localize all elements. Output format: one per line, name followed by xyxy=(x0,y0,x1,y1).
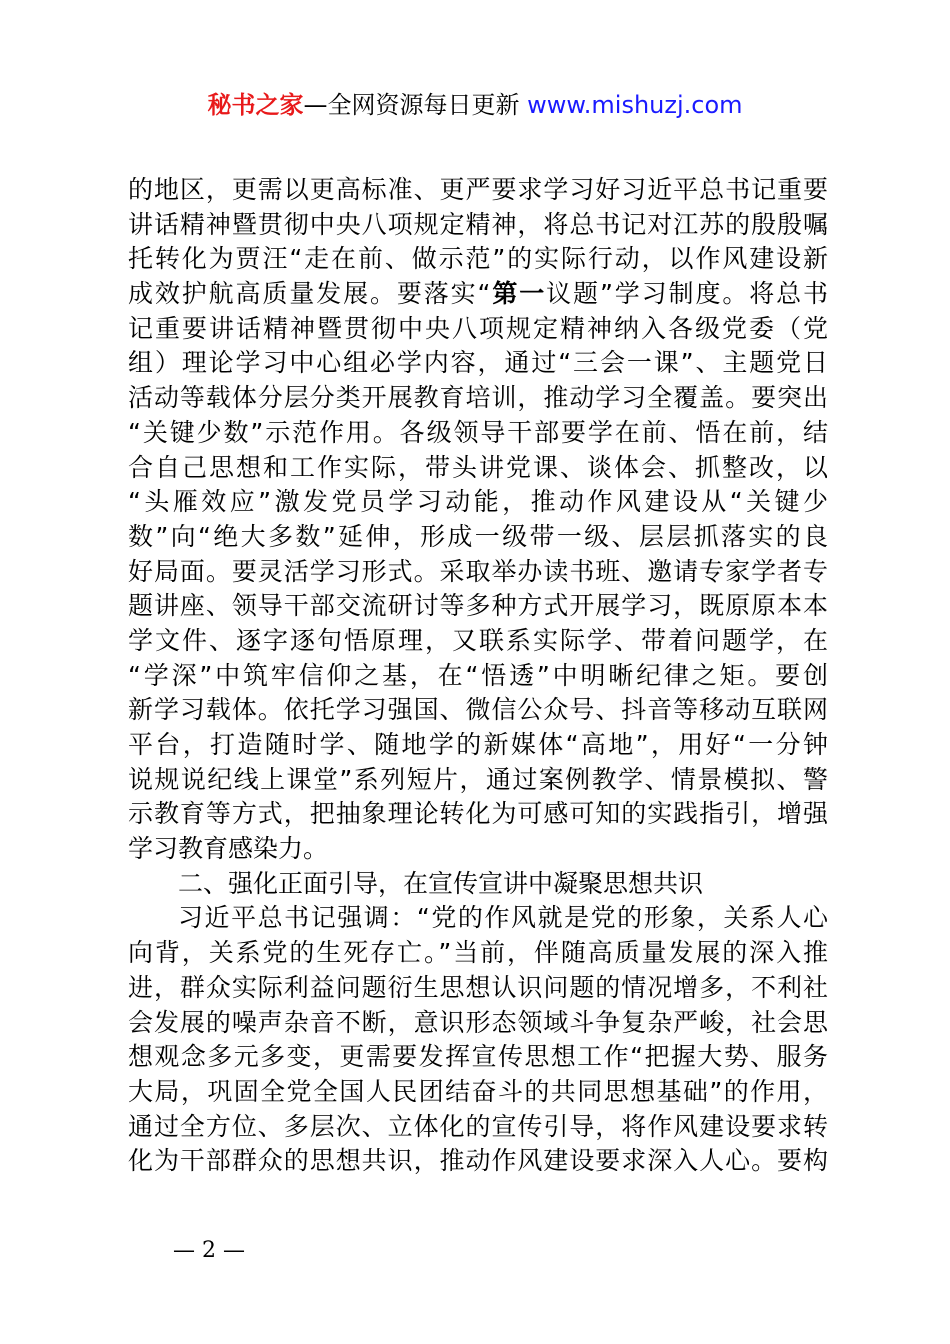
site-brand: 秘书之家 xyxy=(207,91,304,119)
paragraph-line: 大局，巩固全党全国人民团结奋斗的共同思想基础”的作用， xyxy=(128,1076,828,1106)
paragraph-line: 的地区，更需以更高标准、更严要求学习好习近平总书记重要 xyxy=(128,175,828,204)
site-url[interactable]: www.mishuzj.com xyxy=(527,91,743,119)
paragraph-line: 组）理论学习中心组必学内容，通过“三会一课”、主题党日 xyxy=(128,348,828,378)
paragraph-line: 会发展的噪声杂音不断，意识形态领域斗争复杂严峻，社会思 xyxy=(128,1007,828,1037)
page-number: — 2 — xyxy=(173,1238,245,1263)
site-tagline: —全网资源每日更新 xyxy=(303,91,528,119)
paragraph-line: 题讲座、领导干部交流研讨等多种方式开展学习，既原原本本 xyxy=(128,591,828,621)
paragraph-line: 化为干部群众的思想共识，推动作风建设要求深入人心。要构 xyxy=(128,1146,828,1176)
line-text: 成效护航高质量发展。要落实“ xyxy=(128,279,491,309)
paragraph-line: 托转化为贾汪“走在前、做示范”的实际行动，以作风建设新 xyxy=(128,244,828,274)
paragraph-line: 平台，打造随时学、随地学的新媒体“高地”，用好“一分钟 xyxy=(128,730,828,759)
paragraph-line: 合自己思想和工作实际，带头讲党课、谈体会、抓整改，以 xyxy=(128,452,828,482)
paragraph-line xyxy=(128,277,828,312)
paragraph-line: 示教育等方式，把抽象理论转化为可感可知的实践指引，增强 xyxy=(128,799,828,829)
paragraph-line: 向背，关系党的生死存亡。”当前，伴随高质量发展的深入推 xyxy=(128,938,828,968)
paragraph-line: “头雁效应”激发党员学习动能，推动作风建设从“关键少 xyxy=(128,487,828,517)
paragraph-line: 讲话精神暨贯彻中央八项规定精神，将总书记对江苏的殷殷嘱 xyxy=(128,209,828,239)
paragraph-line: 说规说纪线上课堂”系列短片，通过案例教学、情景模拟、警 xyxy=(128,764,828,794)
paragraph-line: 习近平总书记强调：“党的作风就是党的形象，关系人心 xyxy=(178,903,828,933)
site-header xyxy=(0,88,950,122)
section-heading: 二、强化正面引导，在宣传宣讲中凝聚思想共识 xyxy=(178,868,704,898)
paragraph-line: 活动等载体分层分类开展教育培训，推动学习全覆盖。要突出 xyxy=(128,383,828,413)
paragraph-line: 学习教育感染力。 xyxy=(128,834,329,864)
paragraph-line: 通过全方位、多层次、立体化的宣传引导，将作风建设要求转 xyxy=(128,1111,828,1141)
paragraph-line: 好局面。要灵活学习形式。采取举办读书班、邀请专家学者专 xyxy=(128,556,828,586)
emphasis-text: 第一 xyxy=(490,279,547,309)
line-text: 议题”学习制度。将总书 xyxy=(546,279,828,309)
paragraph-line: 新学习载体。依托学习强国、微信公众号、抖音等移动互联网 xyxy=(128,695,828,725)
paragraph-line: 进，群众实际利益问题衍生思想认识问题的情况增多，不利社 xyxy=(128,972,828,1002)
paragraph-line: “学深”中筑牢信仰之基，在“悟透”中明晰纪律之矩。要创 xyxy=(128,660,828,690)
paragraph-line: 记重要讲话精神暨贯彻中央八项规定精神纳入各级党委（党 xyxy=(128,313,828,343)
paragraph-line: 想观念多元多变，更需要发挥宣传思想工作“把握大势、服务 xyxy=(128,1042,828,1072)
paragraph-line: 学文件、逐字逐句悟原理，又联系实际学、带着问题学，在 xyxy=(128,625,828,655)
paragraph-line: “关键少数”示范作用。各级领导干部要学在前、悟在前，结 xyxy=(128,417,828,447)
document-body xyxy=(128,173,828,1179)
paragraph-line: 数”向“绝大多数”延伸，形成一级带一级、层层抓落实的良 xyxy=(128,521,828,551)
